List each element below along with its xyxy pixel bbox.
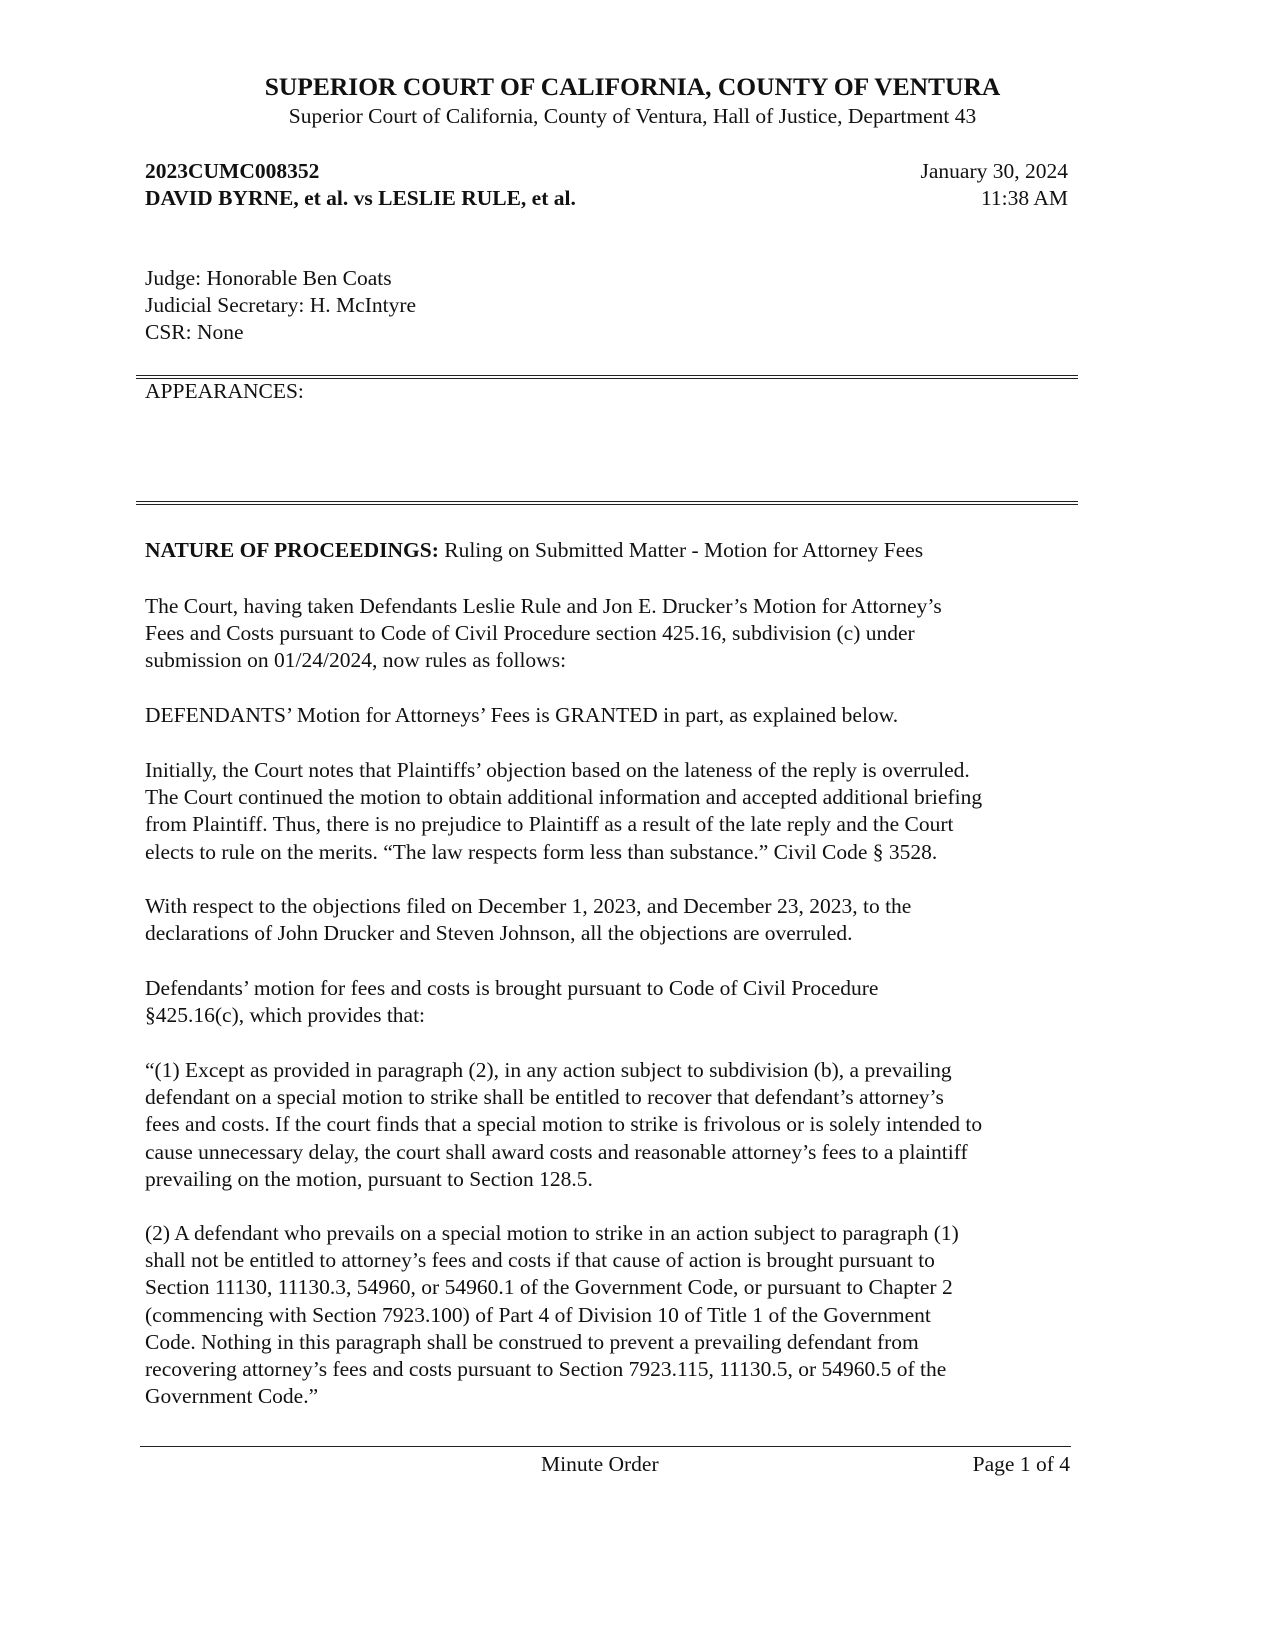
paragraph-line: (2) A defendant who prevails on a special motion to strike in an action subject to paragraph (1): [145, 1221, 959, 1245]
footer-rule: [140, 1446, 1071, 1447]
case-number: 2023CUMC008352: [145, 159, 320, 183]
statute-quote: [145, 1220, 959, 1410]
judge: Judge: Honorable Ben Coats: [145, 266, 392, 290]
paragraph-line: Fees and Costs pursuant to Code of Civil Procedure section 425.16, subdivision (c) under: [145, 621, 915, 646]
paragraph-line: submission on 01/24/2024, now rules as follows:: [145, 648, 567, 673]
paragraph: [145, 593, 942, 675]
paragraph-line: Government Code.”: [145, 1384, 319, 1409]
paragraph-line: §425.16(c), which provides that:: [145, 1003, 426, 1028]
court-subtitle: Superior Court of California, County of Ventura, Hall of Justice, Department 43: [288, 104, 977, 128]
paragraph-line: fees and costs. If the court finds that a special motion to strike is frivolous or is solely intended to: [145, 1112, 983, 1137]
appearances-label: APPEARANCES:: [145, 379, 304, 403]
paragraph-line: elects to rule on the merits. “The law respects form less than substance.” Civil Code § 3528.: [145, 839, 938, 864]
paragraph-line: Section 11130, 11130.3, 54960, or 54960.1 of the Government Code, or pursuant to Chapter 2: [145, 1275, 953, 1300]
paragraph-line: cause unnecessary delay, the court shall award costs and reasonable attorney’s fees to a plaintiff: [145, 1139, 968, 1164]
paragraph-line: With respect to the objections filed on December 1, 2023, and December 23, 2023, to the: [145, 894, 912, 918]
paragraph: [145, 893, 911, 947]
paragraph-line: prevailing on the motion, pursuant to Section 128.5.: [145, 1166, 593, 1191]
paragraph-line: shall not be entitled to attorney’s fees and costs if that cause of action is brought pursuant to: [145, 1248, 935, 1273]
paragraph-line: declarations of John Drucker and Steven Johnson, all the objections are overruled.: [145, 921, 853, 946]
paragraph-line: from Plaintiff. Thus, there is no prejudice to Plaintiff as a result of the late reply and the Court: [145, 812, 954, 837]
case-name: DAVID BYRNE, et al. vs LESLIE RULE, et al.: [145, 186, 576, 210]
court-title: SUPERIOR COURT OF CALIFORNIA, COUNTY OF VENTURA: [264, 72, 1001, 101]
paragraph-line: “(1) Except as provided in paragraph (2), in any action subject to subdivision (b), a prevailing: [145, 1058, 952, 1082]
nature-of-proceedings: [145, 538, 923, 563]
paragraph-line: Defendants’ motion for fees and costs is brought pursuant to Code of Civil Procedure: [145, 976, 879, 1000]
paragraph-line: DEFENDANTS’ Motion for Attorneys’ Fees is GRANTED in part, as explained below.: [145, 703, 899, 727]
footer-doc-type: Minute Order: [541, 1452, 659, 1476]
csr: CSR: None: [145, 320, 244, 344]
paragraph: [145, 975, 878, 1029]
hearing-date: January 30, 2024: [920, 159, 1068, 183]
footer-page-number: Page 1 of 4: [972, 1452, 1070, 1476]
statute-quote: [145, 1057, 982, 1193]
paragraph-line: The Court, having taken Defendants Leslie Rule and Jon E. Drucker’s Motion for Attorney’s: [145, 594, 942, 618]
paragraph-line: (commencing with Section 7923.100) of Part 4 of Division 10 of Title 1 of the Government: [145, 1302, 931, 1327]
hearing-time: 11:38 AM: [980, 186, 1068, 210]
paragraph-line: recovering attorney’s fees and costs pursuant to Section 7923.115, 11130.5, or 54960.5 of the: [145, 1356, 947, 1381]
judicial-secretary: Judicial Secretary: H. McIntyre: [145, 293, 417, 317]
paragraph-line: Initially, the Court notes that Plaintiffs’ objection based on the lateness of the reply is overruled.: [145, 758, 970, 782]
paragraph-line: The Court continued the motion to obtain additional information and accepted additional briefing: [145, 785, 983, 810]
nature-label: NATURE OF PROCEEDINGS:: [145, 538, 439, 562]
paragraph-line: Code. Nothing in this paragraph shall be construed to prevent a prevailing defendant from: [145, 1329, 919, 1354]
divider: [136, 501, 1078, 505]
nature-value: Ruling on Submitted Matter - Motion for Attorney Fees: [438, 538, 924, 562]
paragraph: [145, 757, 982, 866]
paragraph-line: defendant on a special motion to strike shall be entitled to recover that defendant’s attorney’s: [145, 1085, 944, 1110]
paragraph: [145, 702, 898, 729]
